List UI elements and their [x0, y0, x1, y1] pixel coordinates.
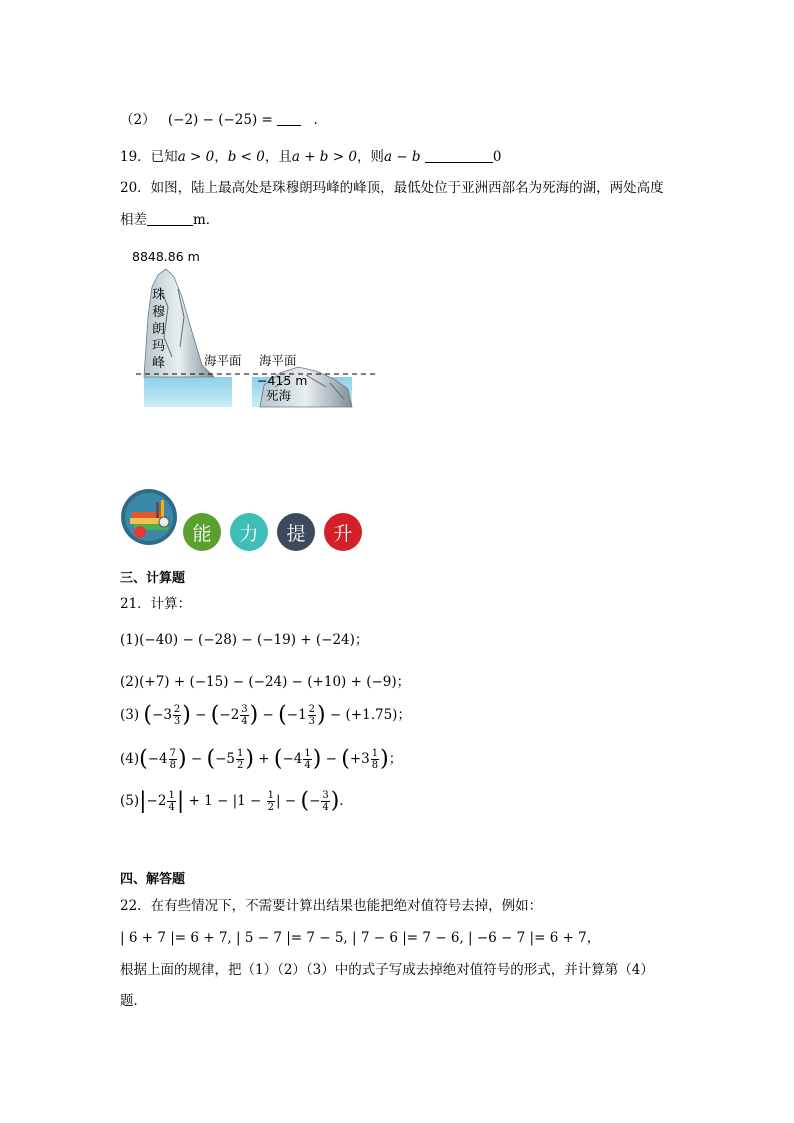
- q19-then: ，则: [356, 149, 384, 165]
- q19: 19．已知a > 0，b < 0，且a + b > 0，则a − b 0: [120, 149, 502, 165]
- peak-height-label: 8848.86 m: [132, 249, 200, 264]
- q19-condition-a: a > 0: [177, 149, 215, 165]
- books-apple-icon: [120, 488, 178, 546]
- q19-condition-sum: a + b > 0: [291, 149, 357, 165]
- q19-expression: a − b: [383, 149, 421, 165]
- dead-sea-name-label: 死海: [266, 388, 292, 403]
- q18-part2-expression: (−2) − (−25) =: [167, 112, 273, 128]
- q19-condition-b: b < 0: [227, 149, 265, 165]
- q21-part4: (4)(−4 $\frac{7}{8}$ ) − (−5 $\frac{1}{2}$ ) + (−4 $\frac{1}{4}$ ) − (+3 $\frac{1}{8}$ )；: [120, 746, 403, 772]
- q21-part1: (1)(−40) − (−28) − (−19) + (−24)；: [120, 632, 369, 648]
- banner-char-3: 提: [277, 513, 315, 551]
- q22-line3: 根据上面的规律，把（1）（2）（3）中的式子写成去掉绝对值符号的形式，并计算第（4）: [120, 962, 654, 978]
- q20-line2-prefix: 相差: [120, 212, 147, 228]
- q19-prefix: 19．已知: [120, 149, 178, 165]
- section-4-title: 四、解答题: [120, 872, 186, 887]
- banner-char-1: 能: [183, 513, 221, 551]
- q20-line1: 20．如图，陆上最高处是珠穆朗玛峰的峰顶，最低处位于亚洲西部名为死海的湖，两处高度: [120, 180, 664, 196]
- q21-part2: (2)(+7) + (−15) − (−24) − (+10) + (−9)；: [120, 674, 411, 690]
- q20-line2: [120, 208, 219, 228]
- q21-part5: (5)|−2 $\frac{1}{4}$ | + 1 − |1 − $\frac{1}{2}$ | − (− $\frac{3}{4}$ )．: [120, 788, 353, 814]
- q21-part4-label: (4): [120, 751, 140, 767]
- sea-level-label-left: 海平面: [204, 353, 242, 368]
- q20-unit: m．: [193, 212, 220, 228]
- q22-line4: 题．: [120, 993, 147, 1009]
- q18-part2-answer-blank[interactable]: [277, 125, 301, 126]
- peak-name-label: 珠穆朗玛峰: [152, 288, 166, 371]
- elevation-figure: [130, 247, 380, 412]
- q21-part5-label: (5): [120, 793, 140, 809]
- q22-line1: 22．在有些情况下，不需要计算出结果也能把绝对值符号去掉，例如：: [120, 898, 543, 914]
- q18-part2: [120, 108, 318, 128]
- ability-banner: [120, 488, 370, 548]
- banner-char-4: 升: [324, 513, 362, 551]
- q19-answer-blank[interactable]: [425, 162, 493, 163]
- q19-tail: 0: [492, 149, 502, 165]
- q20-answer-blank[interactable]: [147, 225, 193, 226]
- q21-part3: (3) (−3 $\frac{2}{3}$ ) − (−2 $\frac{3}{4}$ ) − (−1 $\frac{2}{3}$ ) − (+1.75)；: [120, 702, 411, 728]
- dead-sea-height-label: −415 m: [257, 373, 308, 388]
- q21-title: 21．计算：: [120, 596, 192, 612]
- q18-part2-tail: .: [313, 112, 318, 128]
- q22-examples: | 6 + 7 |= 6 + 7, | 5 − 7 |= 7 − 5, | 7 − 6 |= 7 − 6, | −6 − 7 |= 6 + 7，: [120, 930, 601, 946]
- banner-char-2: 力: [230, 513, 268, 551]
- section-3-title: 三、计算题: [120, 571, 186, 586]
- sea-level-label-right: 海平面: [259, 353, 297, 368]
- q21-part3-label: (3): [120, 707, 140, 723]
- elevation-illustration: [130, 247, 380, 412]
- q18-part2-label: （2）: [120, 112, 156, 128]
- q19-mid: ，且: [264, 149, 292, 165]
